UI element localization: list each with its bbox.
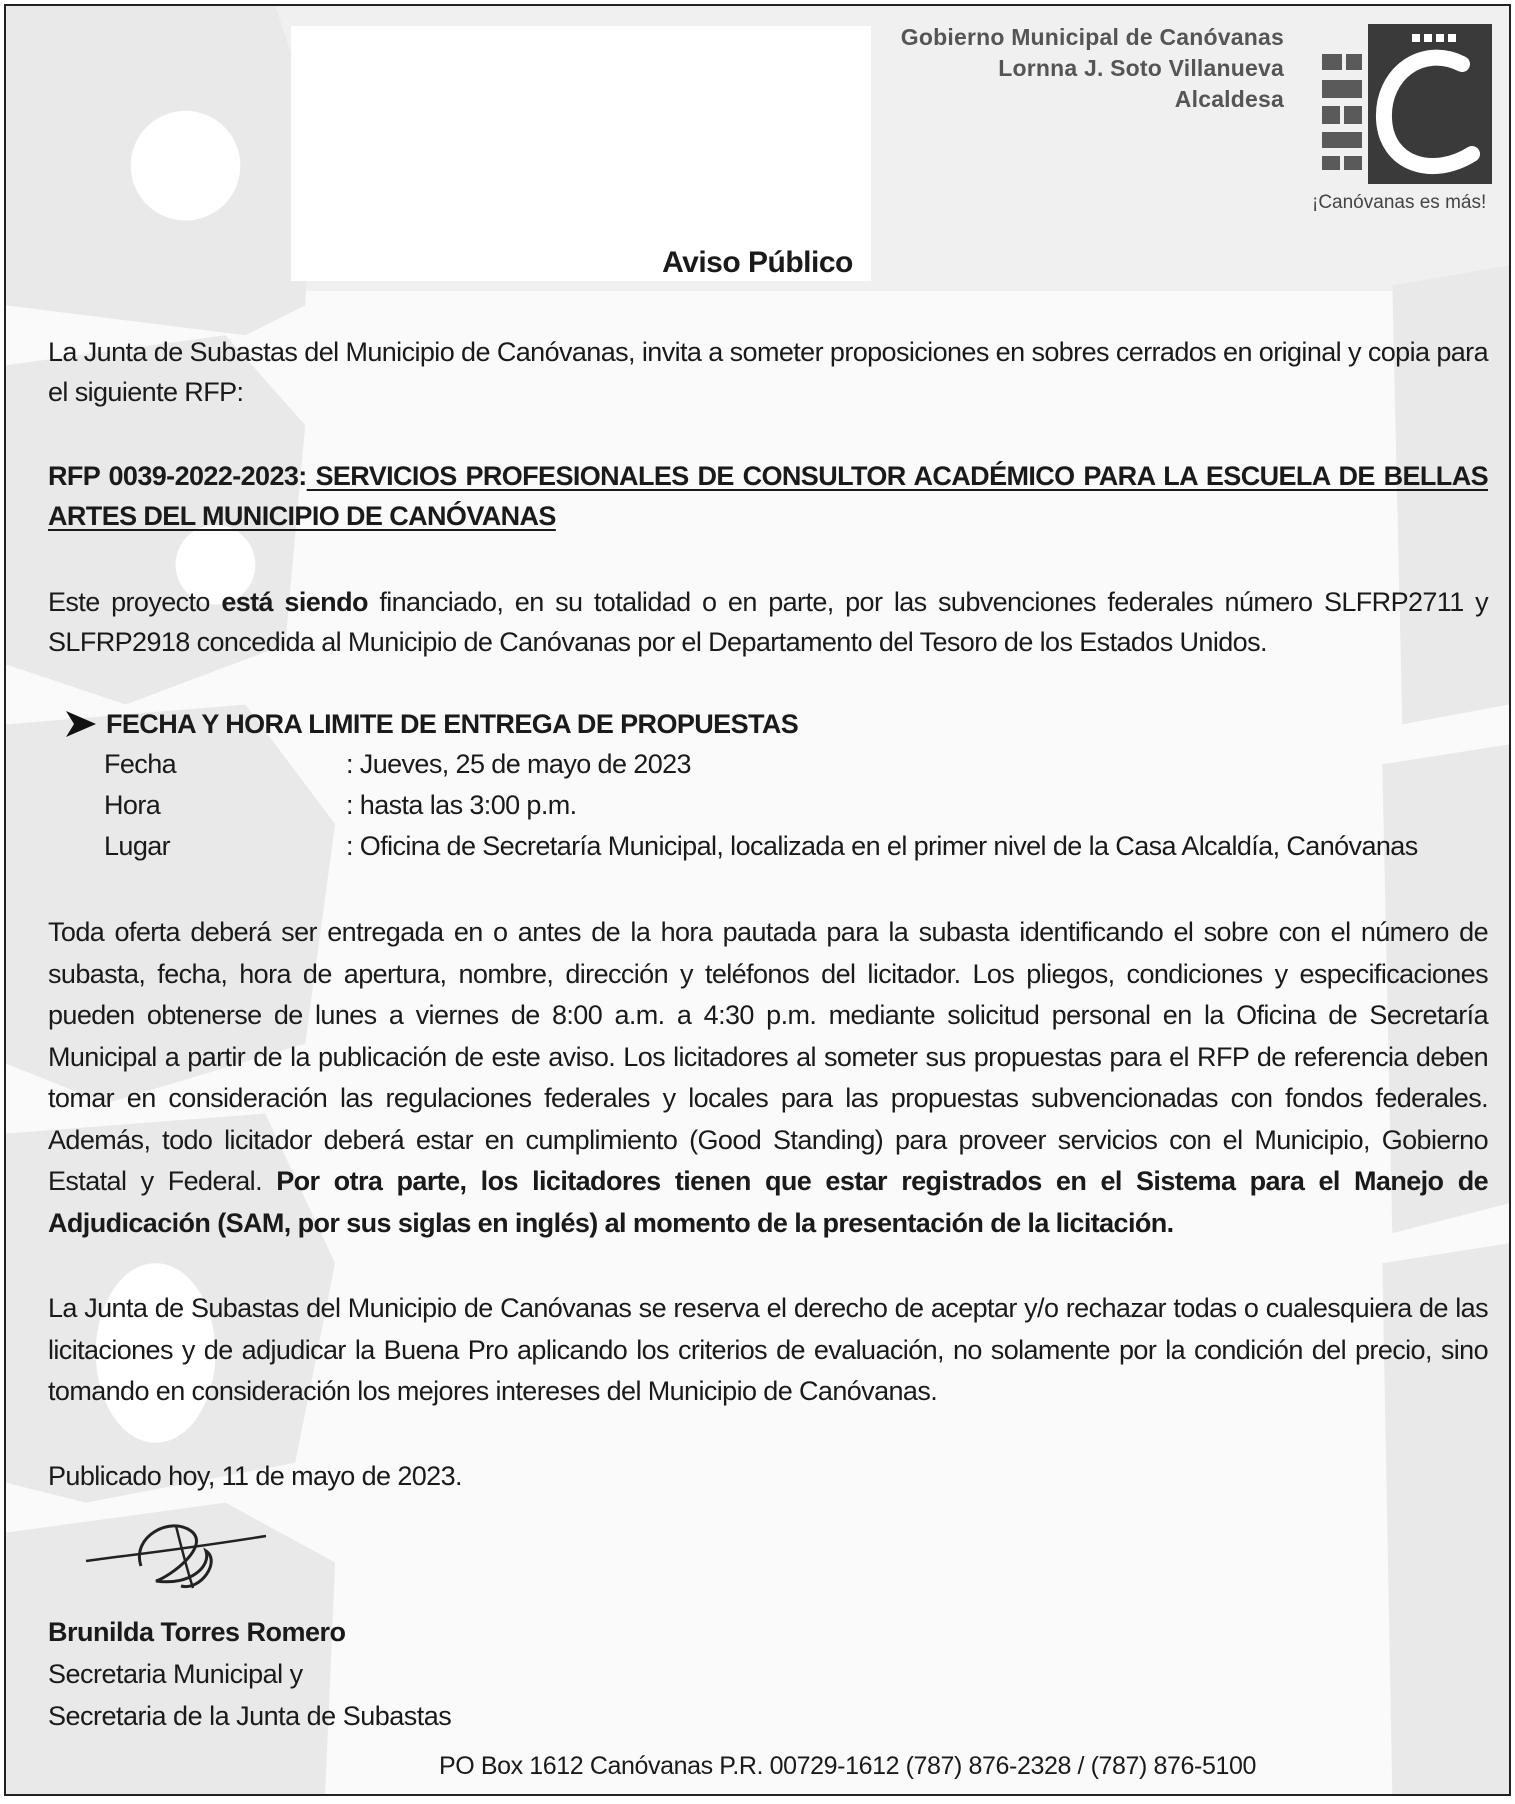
funding-post: financiado, en su totalidad o en parte, por las subvenciones federales número SLFRP2711 y SLFRP2918 concedida al Municipio de Canóvanas por el Departamento del Tesoro de los Estados Unidos. — [48, 587, 1489, 657]
rfp-heading — [48, 456, 1488, 536]
intro-paragraph: La Junta de Subastas del Municipio de Canóvanas, invita a someter proposiciones en sobres cerrados en original y copia para el siguiente RFP: — [48, 337, 1488, 407]
deadline-heading — [64, 704, 1418, 744]
notice-title: Aviso Público — [662, 246, 853, 279]
deadline-label: Hora — [104, 790, 161, 820]
published-date: Publicado hoy, 11 de mayo de 2023. — [48, 1461, 462, 1491]
conditions-text: Toda oferta deberá ser entregada en o antes de la hora pautada para la subasta identificando el sobre con el número de subasta, fecha, hora de apertura, nombre, dirección y teléfonos del licitador. Los pliegos, condiciones y especificaciones pueden obtenerse de lunes a viernes de 8:00 a.m. a 4:30 p.m. mediante solicitud personal en la Oficina de Secretaría Municipal a partir de la publicación de este aviso. Los licitadores al someter sus propuestas para el RFP de referencia deben tomar en consideración las regulaciones federales y locales para las propuestas subvencionadas con fondos federales. Además, todo licitador deberá estar en cumplimiento (Good Standing) para proveer servicios con el Municipio, Gobierno Estatal y Federal. — [48, 917, 1488, 1196]
arrow-bullet-icon — [64, 709, 98, 739]
signatory-name: Brunilda Torres Romero — [48, 1617, 346, 1647]
footer-contact: PO Box 1612 Canóvanas P.R. 00729-1612 (787) 876-2328 / (787) 876-5100 — [439, 1752, 1256, 1780]
deadline-label: Lugar — [104, 831, 171, 861]
canovanas-logo-icon — [1322, 24, 1492, 194]
deadline-value: : Jueves, 25 de mayo de 2023 — [346, 749, 691, 779]
funding-bold: está siendo — [221, 587, 368, 617]
mayor-name: Lornna J. Soto Villanueva — [998, 55, 1284, 81]
conditions-paragraph — [48, 912, 1488, 1244]
rfp-code: RFP 0039-2022-2023: — [48, 461, 307, 491]
deadline-value: : hasta las 3:00 p.m. — [346, 790, 577, 820]
signatory-title-2: Secretaria de la Junta de Subastas — [48, 1701, 452, 1731]
funding-pre: Este proyecto — [48, 587, 222, 617]
public-notice-page — [4, 4, 1511, 1796]
conditions-bold-text: Por otra parte, los licitadores tienen que estar registrados en el Sistema para el Manejo de Adjudicación (SAM, por sus siglas en inglés) al momento de la presentación de la licitación. — [48, 1166, 1488, 1238]
signature-image — [81, 1506, 271, 1596]
reservation-paragraph: La Junta de Subastas del Municipio de Canóvanas se reserva el derecho de aceptar y/o rechazar todas o cualesquiera de las licitaciones y de adjudicar la Buena Pro aplicando los criterios de evaluación, no solamente por la condición del precio, sino tomando en consideración los mejores intereses del Municipio de Canóvanas. — [48, 1293, 1488, 1406]
deadline-row-date — [64, 744, 1418, 785]
municipal-header — [901, 22, 1284, 115]
deadline-row-place — [64, 826, 1418, 867]
slogan: ¡Canóvanas es más! — [1312, 192, 1487, 213]
signatory-title-1: Secretaria Municipal y — [48, 1659, 303, 1689]
org-name: Gobierno Municipal de Canóvanas — [900, 24, 1284, 50]
mayor-title: Alcaldesa — [1174, 86, 1284, 112]
deadline-value: : Oficina de Secretaría Municipal, localizada en el primer nivel de la Casa Alcaldía, Canóvanas — [346, 831, 1418, 861]
funding-paragraph — [48, 582, 1488, 662]
deadline-label: Fecha — [104, 749, 177, 779]
signature-block — [48, 1611, 451, 1737]
deadline-row-time — [64, 785, 1418, 826]
rfp-title: SERVICIOS PROFESIONALES DE CONSULTOR ACADÉMICO PARA LA ESCUELA DE BELLAS ARTES DEL MUNICIPIO DE CANÓVANAS — [48, 461, 1488, 531]
deadline-section — [64, 704, 1418, 867]
deadline-heading-text: FECHA Y HORA LIMITE DE ENTREGA DE PROPUESTAS — [106, 708, 799, 739]
